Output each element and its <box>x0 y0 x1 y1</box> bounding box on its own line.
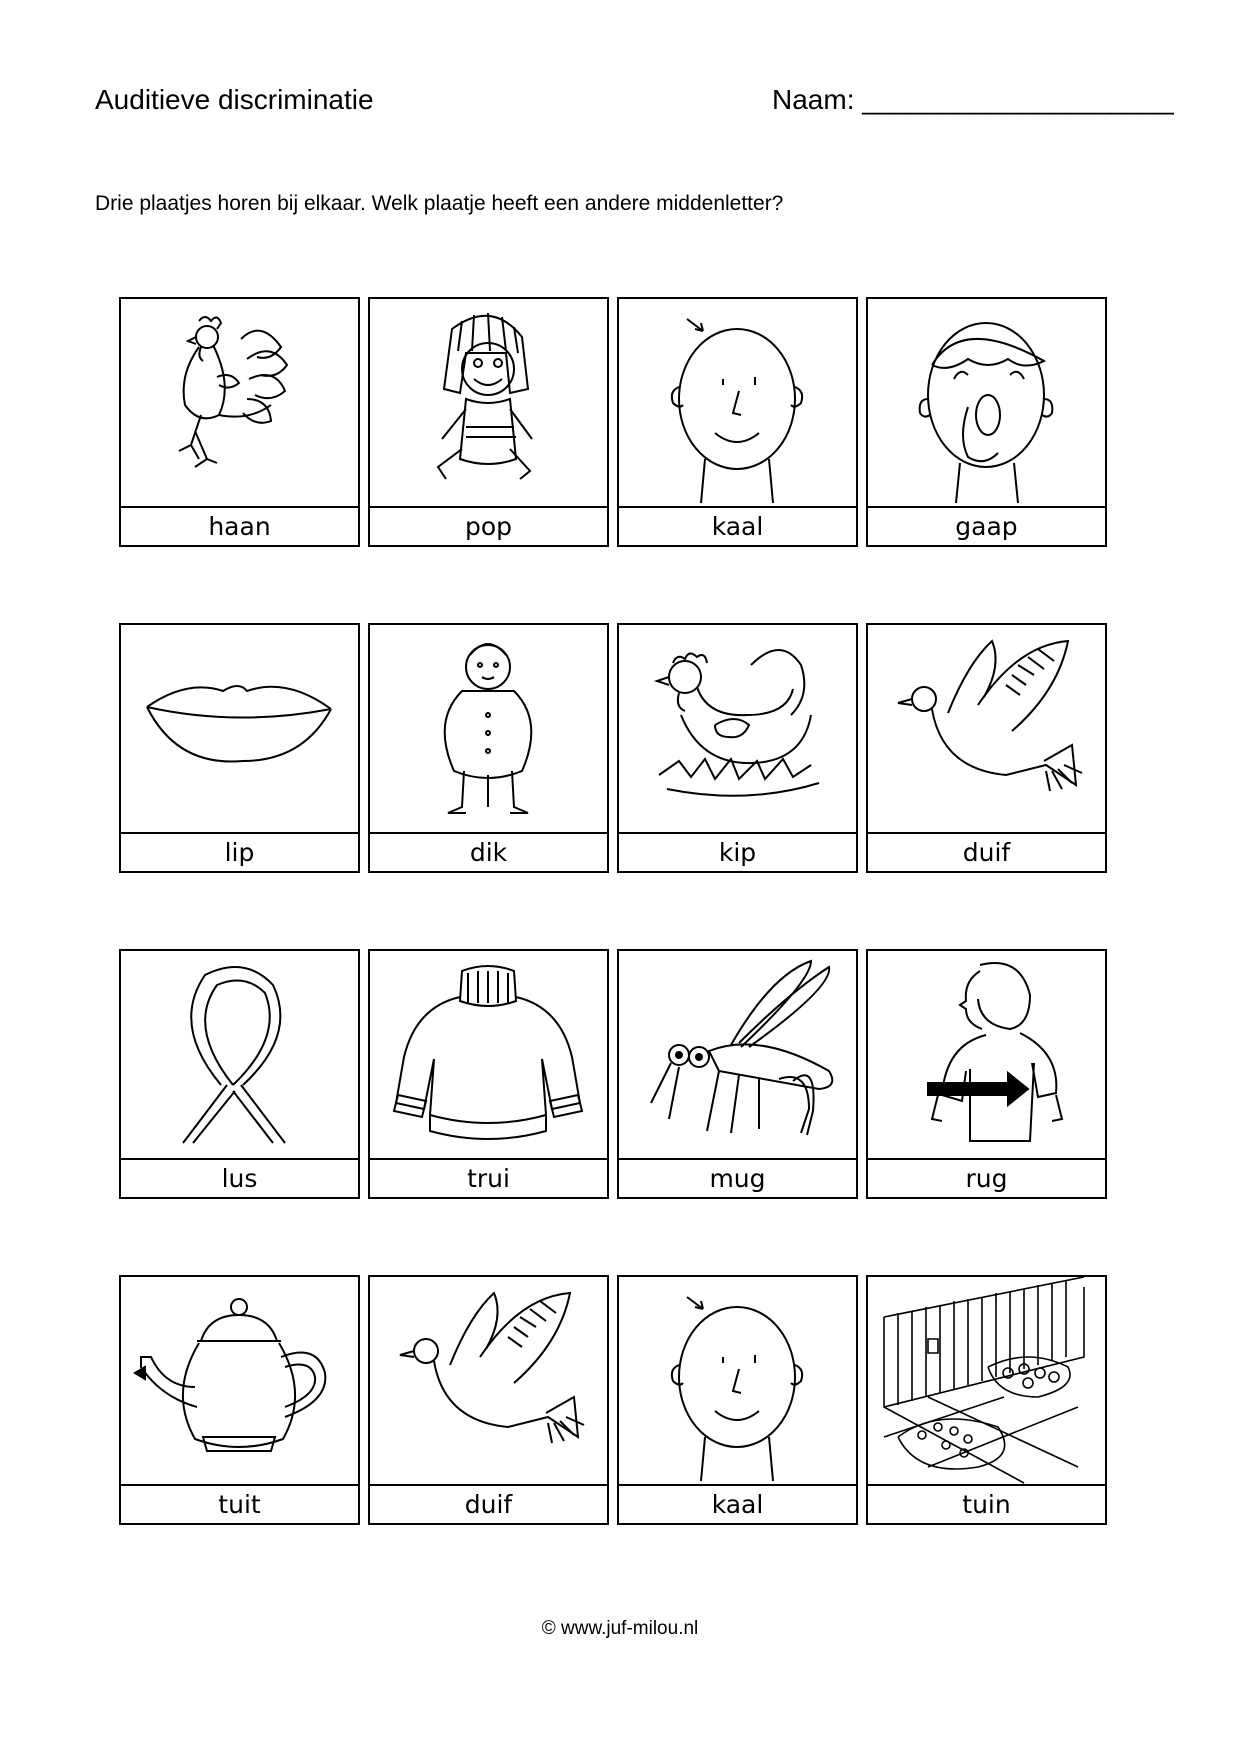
card-word: kaal <box>711 512 764 541</box>
card-word: lus <box>221 1164 258 1193</box>
card-word: haan <box>208 512 271 541</box>
picture-card-duif-2 <box>368 1275 609 1525</box>
footer-copyright: © www.juf-milou.nl <box>541 1618 699 1639</box>
picture-card-rug <box>866 949 1107 1199</box>
dove-icon <box>370 1277 607 1486</box>
card-word: trui <box>467 1164 510 1193</box>
picture-card-kaal <box>617 297 858 547</box>
fat-man-icon <box>370 625 607 834</box>
page-title: Auditieve discriminatie <box>95 84 374 115</box>
picture-card-mug <box>617 949 858 1199</box>
card-word: rug <box>965 1164 1008 1193</box>
picture-card-tuin <box>866 1275 1107 1525</box>
picture-card-gaap <box>866 297 1107 547</box>
doll-icon <box>370 299 607 508</box>
card-word: duif <box>464 1490 513 1519</box>
dove-icon <box>868 625 1105 834</box>
card-word: mug <box>709 1164 766 1193</box>
sweater-icon <box>370 951 607 1160</box>
hen-icon <box>619 625 856 834</box>
teapot-icon <box>121 1277 358 1486</box>
garden-icon <box>868 1277 1105 1486</box>
card-word: kip <box>718 838 757 867</box>
ribbon-loop-icon <box>121 951 358 1160</box>
yawning-boy-icon <box>868 299 1105 508</box>
card-word: duif <box>962 838 1011 867</box>
rooster-icon <box>121 299 358 508</box>
instruction-text: Drie plaatjes horen bij elkaar. Welk plaatje heeft een andere middenletter? <box>95 192 784 215</box>
back-arrow-person-icon <box>868 951 1105 1160</box>
card-word: tuit <box>218 1490 261 1519</box>
mosquito-icon <box>619 951 856 1160</box>
name-field-label: Naam: ____________________ <box>772 84 1174 115</box>
picture-card-haan <box>119 297 360 547</box>
picture-card-lus <box>119 949 360 1199</box>
card-word: dik <box>469 838 508 867</box>
picture-card-pop <box>368 297 609 547</box>
picture-card-dik <box>368 623 609 873</box>
picture-card-kip <box>617 623 858 873</box>
picture-card-trui <box>368 949 609 1199</box>
card-word: kaal <box>711 1490 764 1519</box>
card-word: lip <box>224 838 255 867</box>
card-word: pop <box>464 512 513 541</box>
picture-card-kaal-2 <box>617 1275 858 1525</box>
picture-card-lip <box>119 623 360 873</box>
picture-card-tuit <box>119 1275 360 1525</box>
bald-head-icon <box>619 1277 856 1486</box>
picture-card-duif <box>866 623 1107 873</box>
card-word: tuin <box>962 1490 1011 1519</box>
card-word: gaap <box>955 512 1018 541</box>
lips-icon <box>121 625 358 834</box>
bald-head-icon <box>619 299 856 508</box>
